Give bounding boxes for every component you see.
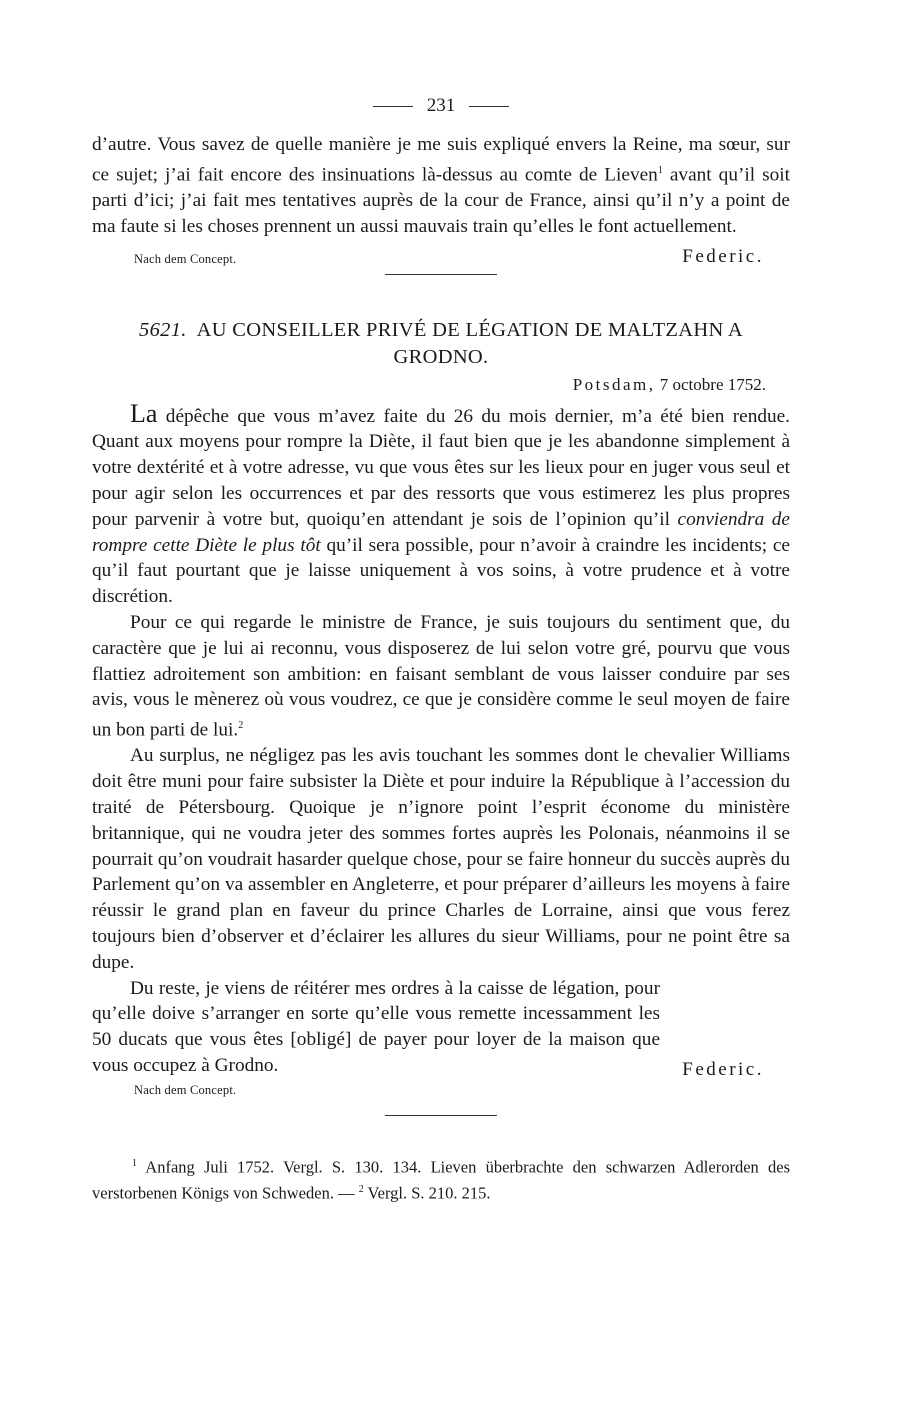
place-date xyxy=(92,373,790,397)
p2-text: Pour ce qui regarde le ministre de France, je suis toujours du sentiment que, du caractère que je lui ai reconnu, vous disposerez de lui selon votre gré, pourvu que vous flattiez adroitement son ambition: en faisant semblant de vous laisser conduire par ses avis, vous le mènerez où vous voudrez, ce que je considère comme le seul moyen de faire un bon parti de lui. xyxy=(92,611,790,741)
closing-block-1 xyxy=(92,244,790,274)
footnote-mark-1: 1 xyxy=(132,1157,137,1169)
place: Potsdam, xyxy=(572,374,656,394)
source-note-1: Nach dem Concept. xyxy=(134,251,237,266)
footnote-1: Anfang Juli 1752. Vergl. S. 130. 134. Lieven überbrachte den schwarzen Adlerorden des verstorbenen Königs von Schweden. — xyxy=(92,1157,790,1203)
signature-2: Federic. xyxy=(682,1058,764,1080)
letter-title: AU CONSEILLER PRIVÉ DE LÉGATION DE MALTZAHN A GRODNO. xyxy=(196,318,743,368)
source-note-2: Nach dem Concept. xyxy=(134,1082,237,1097)
continuation-text-2: avant qu’il soit parti d’ici; j’ai fait mes tentatives auprès de la cour de France, ainsi qu’il n’y a point de ma faute si les choses prennent un aussi mauvais train qu’elles le font actuellement. xyxy=(92,164,791,237)
separator-rule-1 xyxy=(385,274,497,275)
footnote-mark-2: 2 xyxy=(358,1184,364,1196)
page-number-text: 231 xyxy=(426,95,456,116)
p1-italic: conviendra de rompre cette Diète le plus tôt xyxy=(92,508,790,556)
letter-paragraph-2 xyxy=(92,610,790,743)
continuation-text: d’autre. Vous savez de quelle manière je me suis expliqué envers la Reine, ma sœur, sur ce sujet; j’ai fait encore des insinuations là-dessus au comte de Lieven xyxy=(92,134,790,186)
p1-text-b: qu’il sera possible, pour n’avoir à craindre les incidents; ce qu’il faut pourtant que je laisse uniquement à vos soins, à votre prudence et à votre discrétion. xyxy=(92,534,790,608)
letter-heading xyxy=(92,317,790,371)
footnote-2: Vergl. S. 210. 215. xyxy=(363,1183,491,1203)
date: 7 octobre 1752. xyxy=(659,374,766,394)
footnote-ref-1: 1 xyxy=(657,164,663,176)
page-number-dash-right xyxy=(469,106,509,107)
separator-rule-2 xyxy=(385,1115,497,1116)
closing-block-2 xyxy=(92,1057,790,1097)
letter-number: 5621. xyxy=(139,318,187,341)
signature-1: Federic. xyxy=(682,245,764,267)
letter-paragraph-3 xyxy=(92,743,790,975)
drop-initial: La xyxy=(130,398,158,428)
page-number-dash-left xyxy=(373,106,413,107)
continuation-paragraph xyxy=(92,132,790,240)
p1-text-a: dépêche que vous m’avez faite du 26 du mois dernier, m’a été bien rendue. Quant aux moyens pour rompre la Diète, il faut bien que je les abandonne simplement à votre dextérité et à votre adresse, vu que vous êtes sur les lieux pour en juger vous seul et pour agir selon les occurrences et par des ressorts que vous estimerez les plus propres pour parvenir à votre but, quoiqu’en attendant je sois de l’opinion qu’il xyxy=(92,405,790,530)
p3-text: Au surplus, ne négligez pas les avis touchant les sommes dont le chevalier Williams doit être muni pour faire subsister la Diète et pour induire la République à l’accession du traité de Pétersbourg. Quoique je n’ignore point l’esprit économe du ministère britannique, qui ne voudra jeter des sommes fortes auprès les Polonais, néanmoins il se pourrait qu’on voudrait hasarder quelque chose, pour se faire honneur du succès auprès du Parlement qu’on va assembler en Angleterre, et pour préparer d’ailleurs les moyens à faire réussir le grand plan en faveur du prince Charles de Lorraine, ainsi que vous ferez toujours bien d’observer et d’éclairer les allures du sieur Williams, pour ne point être sa dupe. xyxy=(92,745,790,973)
footnote-ref-2: 2 xyxy=(238,720,244,732)
page xyxy=(92,92,790,1205)
footnotes xyxy=(92,1152,790,1205)
letter-paragraph-1 xyxy=(92,398,790,610)
page-number xyxy=(92,92,790,120)
p4-text: Du reste, je viens de réitérer mes ordres à la caisse de légation, pour qu’elle doive s’arranger en sorte qu’elle vous remette incessamment les 50 ducats que vous êtes [obligé] de payer pour loyer de la maison que vous occupez à Grodno. xyxy=(92,977,660,1076)
